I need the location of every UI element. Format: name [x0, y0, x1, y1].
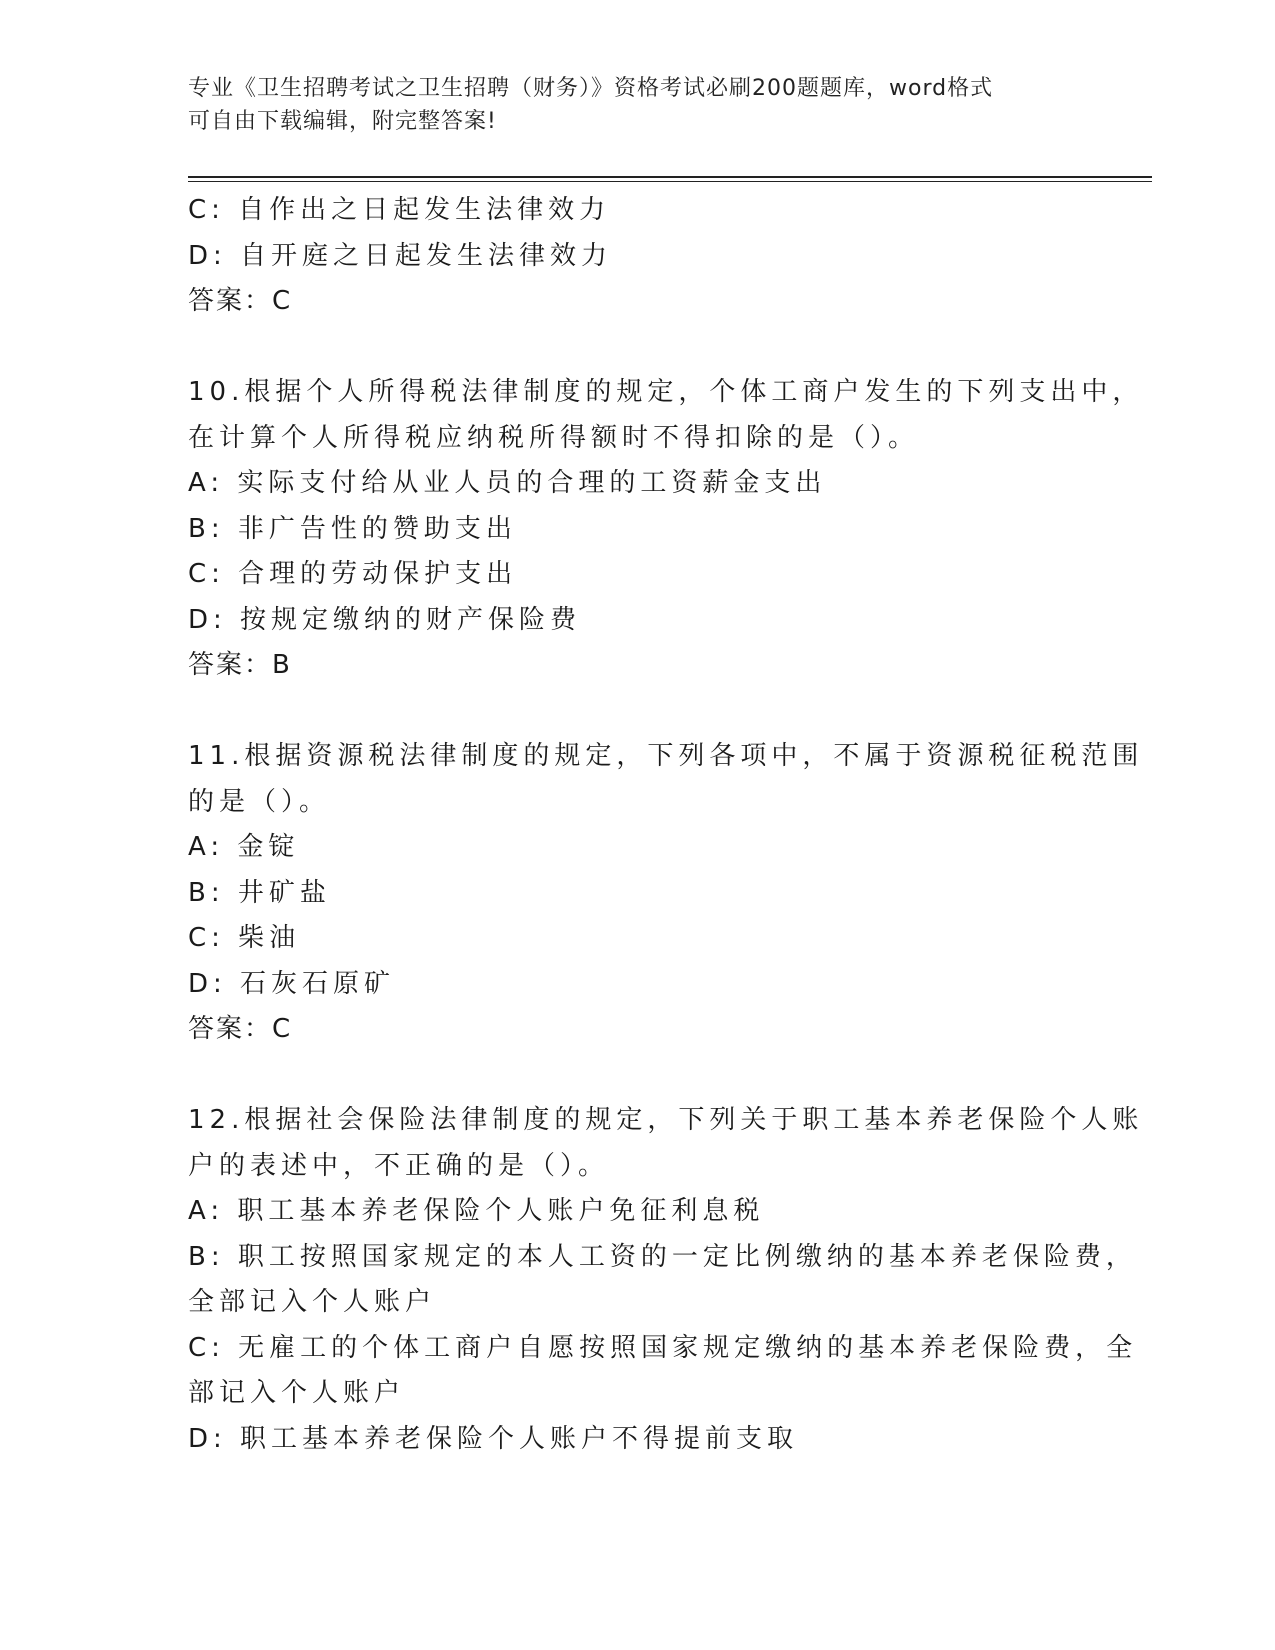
option-a: A: 实际支付给从业人员的合理的工资薪金支出	[188, 468, 827, 498]
question-stem-line-1: 12.根据社会保险法律制度的规定，下列关于职工基本养老保险个人账	[188, 1105, 1144, 1135]
option-b-line-2: 全部记入个人账户	[188, 1287, 437, 1317]
header-title-line-2: 可自由下载编辑，附完整答案!	[188, 109, 497, 134]
question-list	[188, 188, 1144, 1462]
question-10	[188, 370, 1144, 689]
option-c: C: 自作出之日起发生法律效力	[188, 195, 611, 225]
document-header	[188, 72, 1068, 138]
option-c: C: 柴油	[188, 923, 301, 953]
option-d: D: 自开庭之日起发生法律效力	[188, 240, 613, 271]
spacer	[188, 1053, 1088, 1099]
question-9-tail	[188, 188, 1088, 325]
answer: 答案：C	[188, 1014, 293, 1044]
option-b-line-1: B: 职工按照国家规定的本人工资的一定比例缴纳的基本养老保险费，	[188, 1241, 1137, 1272]
header-divider-thick	[188, 176, 1152, 178]
option-a: A: 职工基本养老保险个人账户免征利息税	[188, 1196, 765, 1226]
option-b: B: 井矿盐	[188, 877, 331, 908]
header-divider-thin	[188, 181, 1152, 182]
option-d: D: 按规定缴纳的财产保险费	[188, 604, 582, 635]
question-stem-line-2: 在计算个人所得税应纳税所得额时不得扣除的是（）。	[188, 422, 920, 453]
option-b: B: 非广告性的赞助支出	[188, 513, 517, 544]
option-d: D: 职工基本养老保险个人账户不得提前支取	[188, 1423, 799, 1454]
header-title-line-1: 专业《卫生招聘考试之卫生招聘（财务）》资格考试必刷200题题库，word格式	[188, 76, 994, 101]
spacer	[188, 325, 1088, 371]
answer: 答案：C	[188, 286, 293, 316]
question-11	[188, 734, 1144, 1053]
option-c-line-2: 部记入个人账户	[188, 1378, 406, 1408]
question-stem-line-1: 10.根据个人所得税法律制度的规定，个体工商户发生的下列支出中，	[188, 377, 1144, 407]
option-c: C: 合理的劳动保护支出	[188, 559, 518, 589]
option-c-line-1: C: 无雇工的个体工商户自愿按照国家规定缴纳的基本养老保险费，全	[188, 1332, 1138, 1363]
question-stem-line-2: 户的表述中，不正确的是（）。	[188, 1150, 610, 1181]
option-a: A: 金锭	[188, 832, 300, 862]
spacer	[188, 689, 1088, 735]
option-d: D: 石灰石原矿	[188, 968, 396, 999]
question-stem-line-2: 的是（）。	[188, 786, 331, 817]
answer: 答案：B	[188, 650, 292, 680]
question-12	[188, 1098, 1144, 1462]
question-stem-line-1: 11.根据资源税法律制度的规定，下列各项中，不属于资源税征税范围	[188, 741, 1144, 771]
